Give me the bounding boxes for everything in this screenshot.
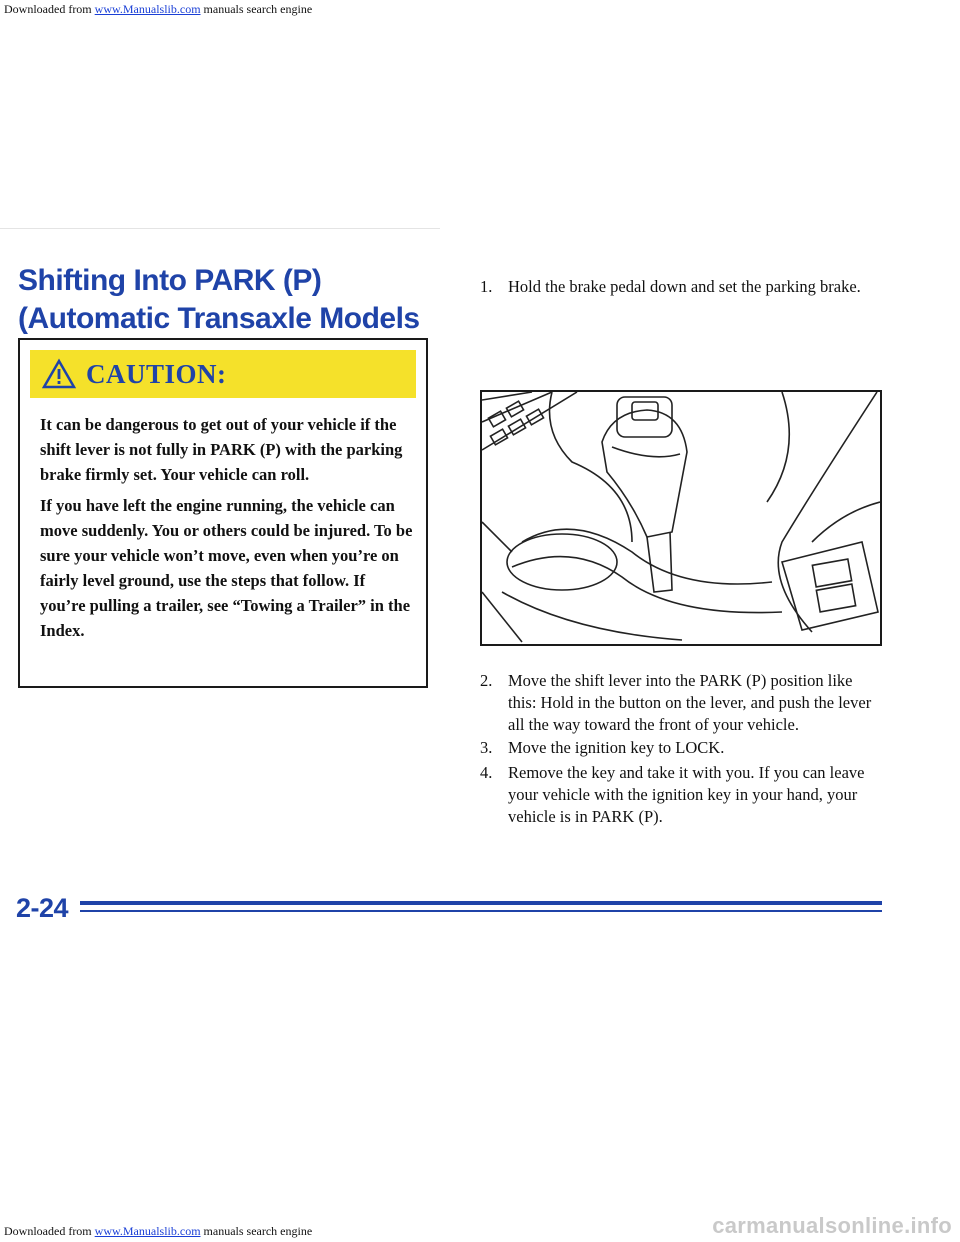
title-line-2: (Automatic Transaxle Models [18,302,420,335]
step-number: 3. [480,738,493,757]
footer-rule [80,901,882,905]
step-4 [480,762,880,828]
banner-prefix: Downloaded from [4,2,95,16]
title-line-1: Shifting Into PARK (P) [18,264,322,297]
caution-paragraph-1: It can be dangerous to get out of your vehicle if the shift lever is not fully in PARK (P) with the parking brake firmly set. Your vehicle can roll. [40,415,403,484]
step-number: 4. [480,763,493,782]
shift-lever-illustration [480,390,882,646]
banner-prefix: Downloaded from [4,1224,95,1238]
page-number: 2-24 [16,893,69,923]
step-1 [480,276,920,298]
banner-suffix: manuals search engine [200,2,313,16]
caution-label: CAUTION: [86,358,227,389]
step-number: 1. [480,277,493,296]
step-3 [480,737,880,759]
step-number: 2. [480,671,493,690]
manualslib-link[interactable]: www.Manualslib.com [94,2,201,16]
step-text: Hold the brake pedal down and set the parking brake. [508,277,861,296]
download-banner-bottom [4,1224,312,1239]
caution-box [18,338,428,688]
step-2 [480,670,880,736]
step-text: Move the shift lever into the PARK (P) position like this: Hold in the button on the lever, and push the lever all the way toward the front of your vehicle. [508,671,872,734]
watermark: carmanualsonline.info [712,1213,952,1238]
step-text: Move the ignition key to LOCK. [508,738,725,757]
shift-lever-drawing [482,392,880,644]
caution-text [40,412,414,649]
manualslib-link[interactable]: www.Manualslib.com [94,1224,201,1238]
warning-triangle-icon [42,358,76,390]
caution-paragraph-2: If you have left the engine running, the vehicle can move suddenly. You or others could be injured. To be sure your vehicle won’t move, even when you’re on fairly level ground, use the steps that follow. If you’re pulling a trailer, see “Towing a Trailer” in the Index. [40,496,413,640]
step-text: Remove the key and take it with you. If you can leave your vehicle with the ignition key in your hand, your vehicle is in PARK (P). [508,763,865,826]
caution-header [30,350,416,398]
banner-suffix: manuals search engine [200,1224,313,1238]
scan-rule [0,228,440,229]
footer-rule-thin [80,910,882,912]
download-banner-top [4,2,312,17]
